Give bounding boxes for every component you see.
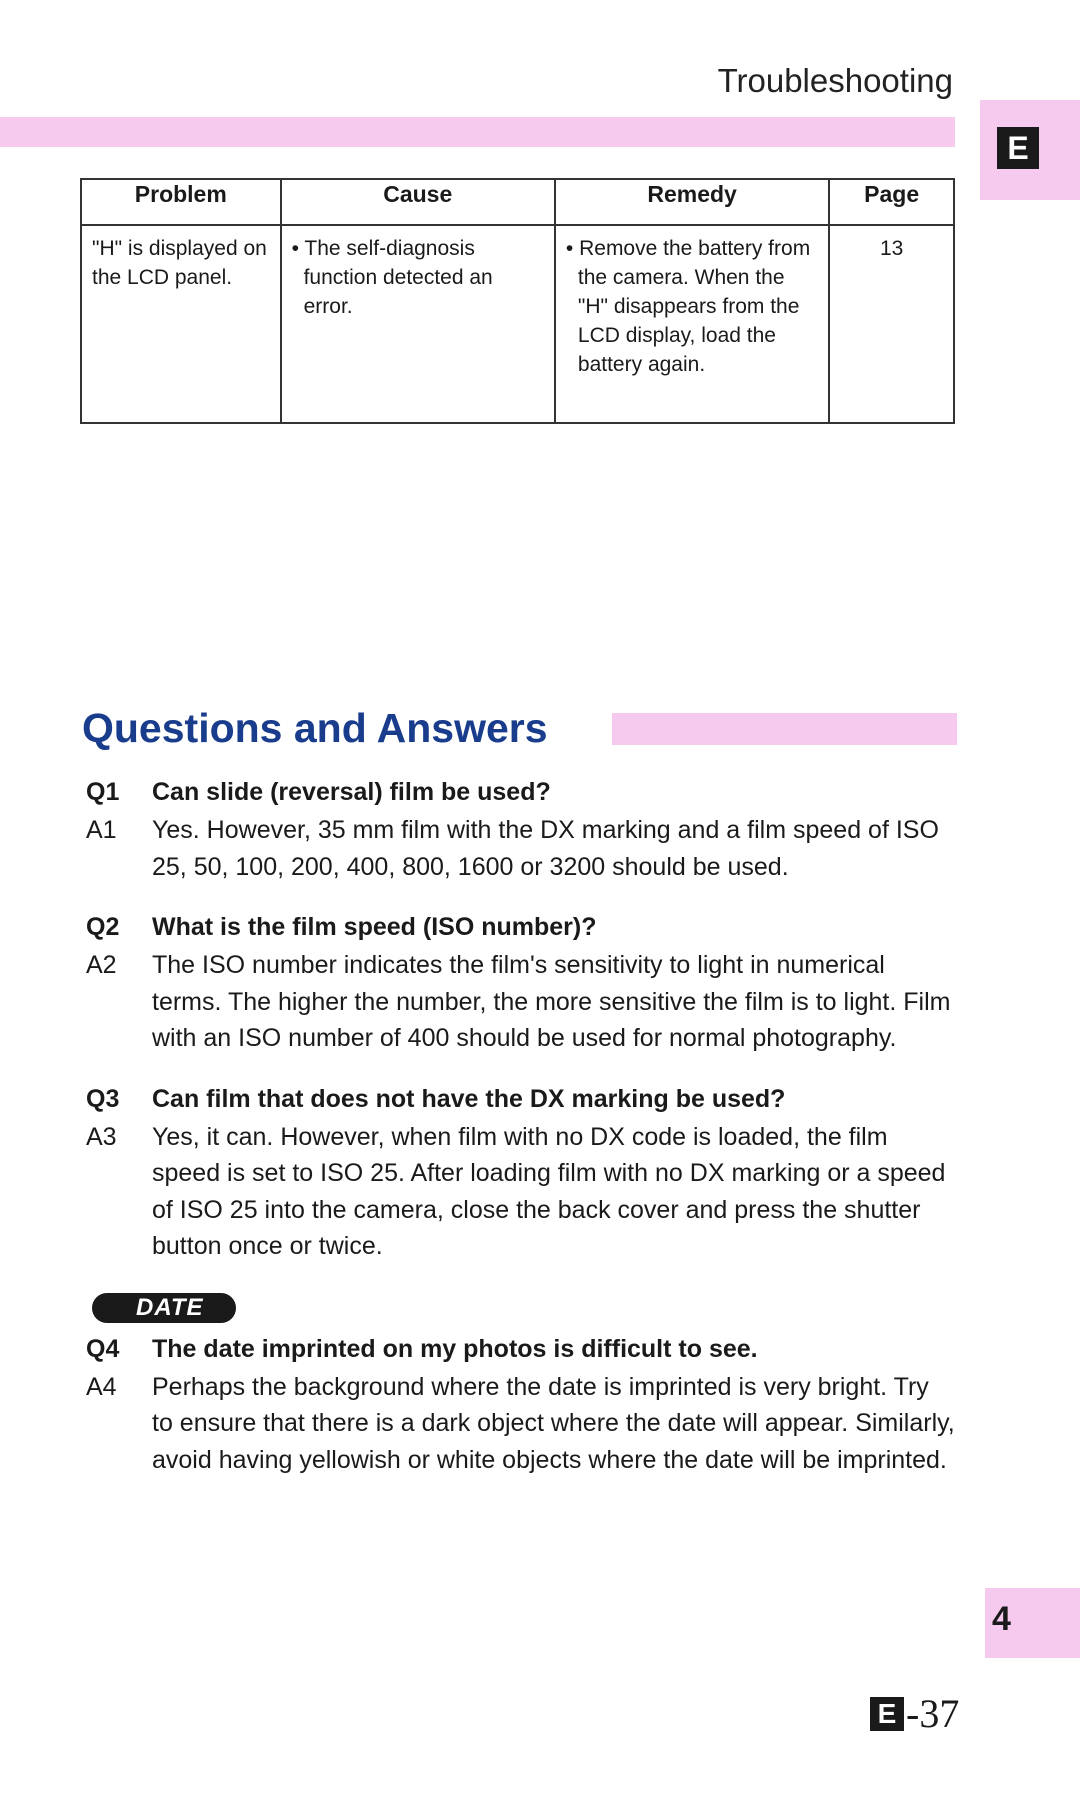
qa-item-2 bbox=[86, 909, 956, 1057]
section-header: Troubleshooting bbox=[717, 62, 953, 99]
qa-item-1 bbox=[86, 774, 956, 885]
column-header-cause: Cause bbox=[281, 179, 555, 225]
troubleshooting-table bbox=[80, 178, 955, 424]
cause-cell: • The self-diagnosis function detected an error. bbox=[281, 225, 555, 423]
header-band bbox=[0, 117, 955, 147]
column-header-problem: Problem bbox=[81, 179, 281, 225]
page-cell: 13 bbox=[829, 225, 954, 423]
table-row bbox=[81, 225, 954, 423]
remedy-cell: • Remove the battery from the camera. When the "H" disappears from the LCD display, load the battery again. bbox=[555, 225, 829, 423]
question-text: Can film that does not have the DX marking be used? bbox=[152, 1084, 786, 1113]
qa-title-band bbox=[612, 713, 957, 745]
column-header-page: Page bbox=[829, 179, 954, 225]
answer-text: Yes. However, 35 mm film with the DX marking and a film speed of ISO 25, 50, 100, 200, 400, 800, 1600 or 3200 should be used. bbox=[152, 816, 939, 881]
question-text: Can slide (reversal) film be used? bbox=[152, 778, 551, 806]
chapter-number: 4 bbox=[992, 1600, 1011, 1638]
qa-section-title: Questions and Answers bbox=[82, 705, 548, 751]
table-header-row bbox=[81, 179, 954, 225]
page-prefix-e: E bbox=[870, 1697, 904, 1731]
date-badge: DATE bbox=[92, 1293, 236, 1323]
question-text: What is the film speed (ISO number)? bbox=[152, 913, 597, 941]
answer-text: Yes, it can. However, when film with no DX code is loaded, the film speed is set to ISO 25. After loading film with no DX marking or a speed of ISO 25 into the camera, close the back cover and press the shutter button once or twice. bbox=[152, 1122, 946, 1260]
answer-number: A1 bbox=[86, 816, 117, 844]
answer-number: A4 bbox=[86, 1372, 117, 1401]
question-number: Q1 bbox=[86, 778, 120, 806]
page-number bbox=[870, 1690, 959, 1737]
question-text: The date imprinted on my photos is difficult to see. bbox=[152, 1334, 758, 1363]
answer-text: Perhaps the background where the date is imprinted is very bright. Try to ensure that there is a dark object where the date will appear. Similarly, avoid having yellowish or white objects where the date will be imprinted. bbox=[152, 1372, 955, 1474]
problem-cell: "H" is displayed on the LCD panel. bbox=[81, 225, 281, 423]
qa-item-3 bbox=[86, 1081, 956, 1265]
column-header-remedy: Remedy bbox=[555, 179, 829, 225]
question-number: Q3 bbox=[86, 1084, 120, 1113]
answer-text: The ISO number indicates the film's sensitivity to light in numerical terms. The higher the number, the more sensitive the film is to light. Film with an ISO number of 400 should be used for normal photography. bbox=[152, 951, 951, 1052]
question-number: Q2 bbox=[86, 913, 120, 941]
answer-number: A3 bbox=[86, 1122, 117, 1151]
answer-number: A2 bbox=[86, 951, 117, 979]
page-digits: -37 bbox=[906, 1691, 960, 1736]
qa-item-4 bbox=[86, 1289, 956, 1479]
language-tab-e: E bbox=[997, 127, 1039, 169]
question-number: Q4 bbox=[86, 1334, 120, 1363]
qa-list bbox=[86, 774, 956, 1502]
